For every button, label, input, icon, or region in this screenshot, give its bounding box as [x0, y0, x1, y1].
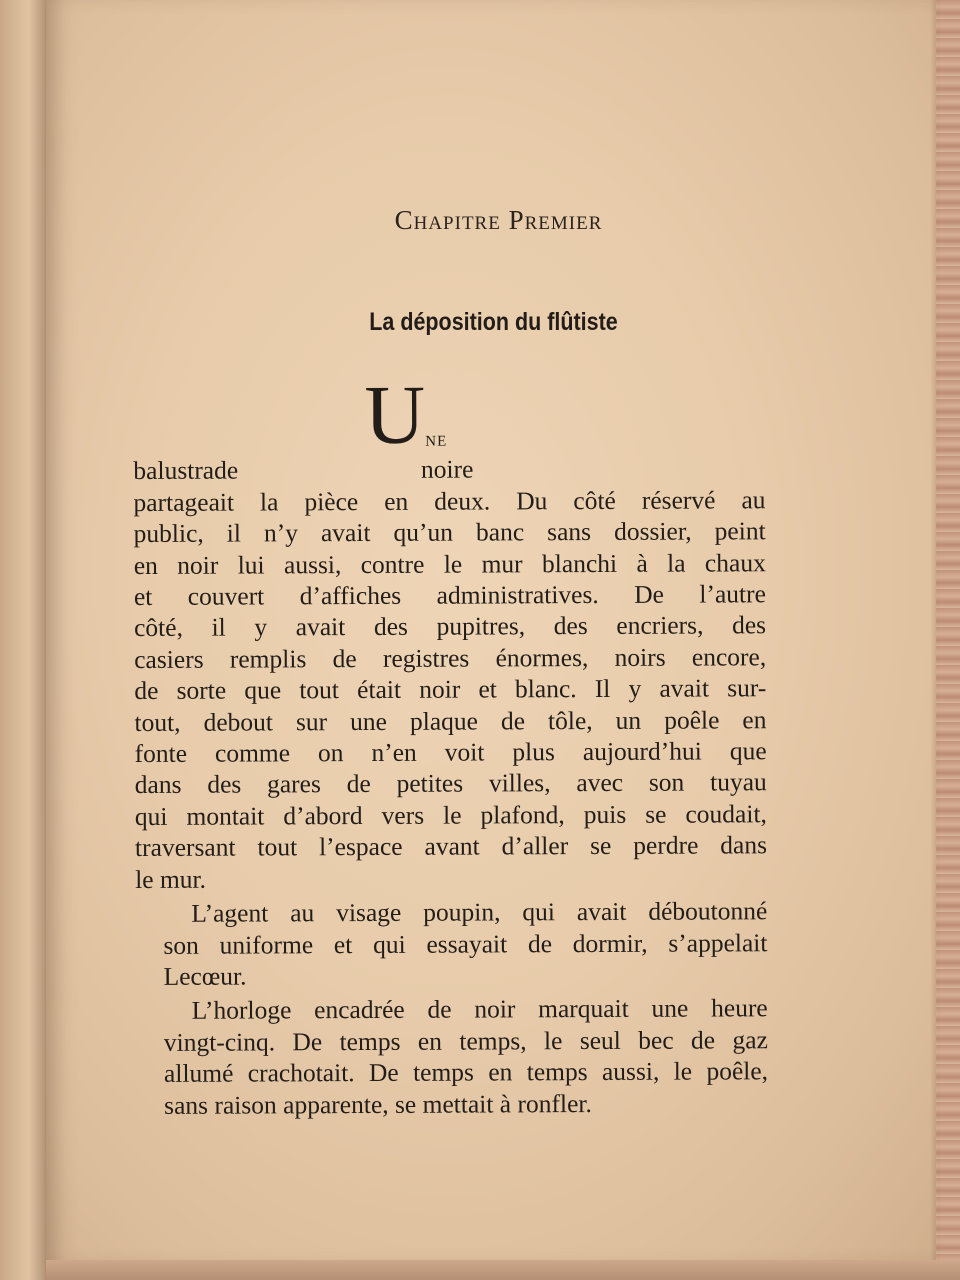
line-2-1: L’agent au visage poupin, qui avait déboutonné [191, 896, 768, 928]
line-1-11: dans des gares de petites villes, avec son tuyau [134, 767, 767, 800]
fore-edge [936, 0, 960, 1280]
section-title: La déposition du flûtiste [369, 308, 618, 336]
drop-cap: U [364, 368, 426, 462]
line-2-2: son uniforme et qui essayait de dormir, s’appelait [163, 927, 768, 960]
book-page [46, 0, 941, 1262]
line-2-3: Lecœur. [163, 961, 247, 991]
line-1-4: en noir lui aussi, contre le mur blanchi à la chaux [133, 547, 766, 580]
line-1-8: de sorte que tout était noir et blanc. Il y avait sur- [134, 673, 767, 706]
line-3-2: vingt-cinq. De temps en temps, le seul bec de gaz [163, 1024, 768, 1057]
line-text: balustrade noire [133, 454, 474, 486]
drop-cap-box [133, 368, 426, 462]
paragraph-3 [136, 993, 769, 1121]
body-text [133, 368, 769, 1121]
line-1-12: qui montait d’abord vers le plafond, puis se coudait, [134, 799, 767, 831]
left-page-edge [0, 0, 52, 1280]
page-bottom-edge [46, 1260, 960, 1280]
chapter-heading: Chapitre Premier [394, 205, 603, 235]
line-1-3: public, il n’y avait qu’un banc sans dossier, peint [133, 516, 766, 549]
line-1-7: casiers remplis de registres énormes, noirs encore, [134, 642, 767, 674]
line-1-9: tout, debout sur une plaque de tôle, un poêle en [134, 704, 767, 737]
line-1-2: partageait la pièce en deux. Du côté réservé au [133, 485, 766, 517]
line-1-6: côté, il y avait des pupitres, des encriers, des [133, 610, 767, 643]
line-3-3: allumé crachotait. De temps en temps aussi, le poêle, [163, 1056, 769, 1088]
line-1-14: le mur. [135, 864, 207, 894]
line-3-4: sans raison apparente, se mettait à ronfler. [164, 1088, 592, 1120]
line-3-1: L’horloge encadrée de noir marquait une heure [191, 993, 768, 1026]
line-1-10: fonte comme on n’en voit plus aujourd’hui que [134, 736, 767, 769]
line-1-13: traversant tout l’espace avant d’aller se perdre dans [134, 830, 768, 863]
paragraph-2 [135, 895, 767, 992]
lead-smallcaps: ne [425, 425, 448, 451]
line-1-5: et couvert d’affiches administratives. De l’autre [133, 579, 766, 612]
paragraph-1 [133, 368, 768, 895]
